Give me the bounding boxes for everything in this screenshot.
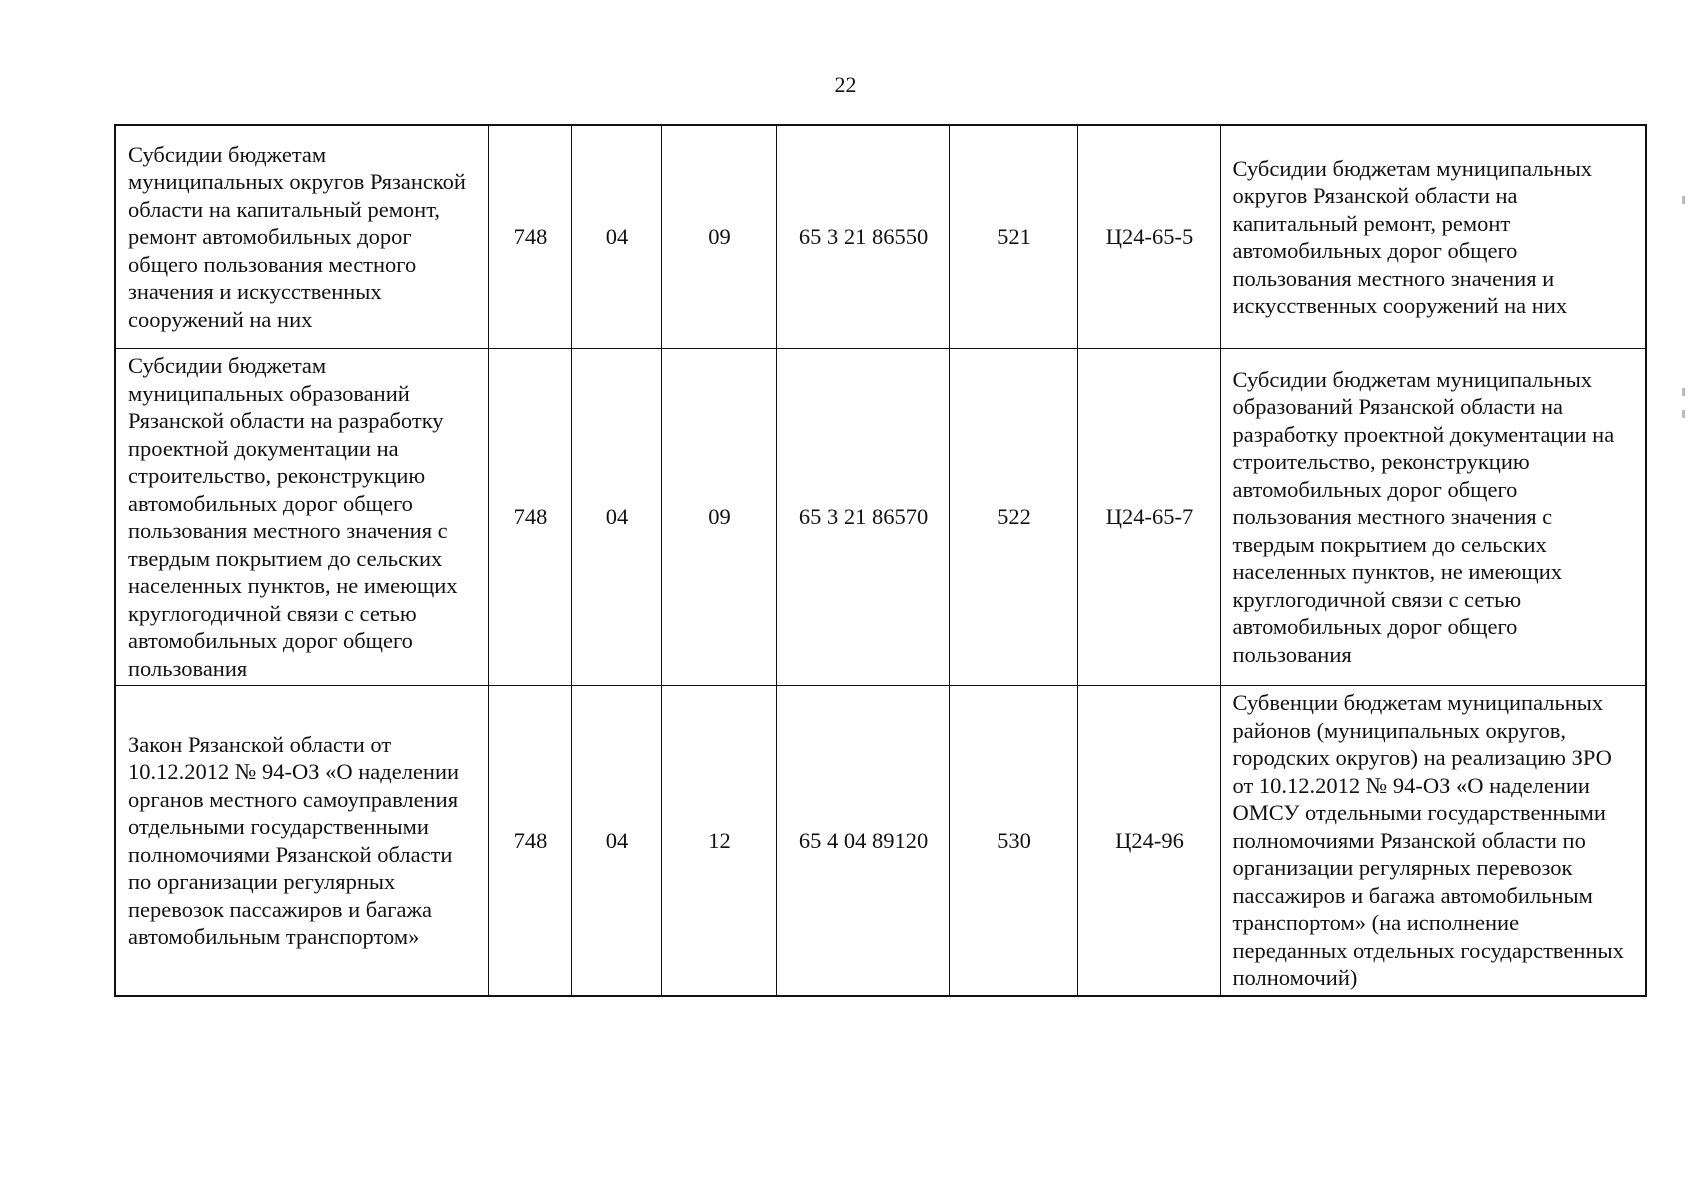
target-article-cell: 65 4 04 89120 — [776, 686, 949, 997]
table-row — [115, 349, 1646, 686]
row-description: Субсидии бюджетам муниципальных образований Рязанской области на разработку проектной документации на строительство, реконструкцию автомобильных дорог общего пользования местного значения с твердым покрытием до сельских населенных пунктов, не имеющих круглогодичной связи с сетью автомобильных дорог общего пользования — [115, 349, 488, 686]
scan-mark — [1682, 410, 1685, 418]
expense-type-cell: 522 — [949, 349, 1077, 686]
target-article-cell: 65 3 21 86550 — [776, 125, 949, 349]
gov-code-cell: 748 — [488, 686, 571, 997]
subsection-cell: 12 — [661, 686, 776, 997]
row-description: Субсидии бюджетам муниципальных округов Рязанской области на капитальный ремонт, ремонт автомобильных дорог общего пользования местного значения и искусственных сооружений на них — [115, 125, 488, 349]
expense-type-cell: 521 — [949, 125, 1077, 349]
subsection-cell: 09 — [661, 125, 776, 349]
gov-code-cell: 748 — [488, 125, 571, 349]
page-number: 22 — [834, 72, 857, 97]
budget-table — [114, 124, 1647, 997]
purpose-name-cell: Субвенции бюджетам муниципальных районов (муниципальных округов, городских округов) на реализацию ЗРО от 10.12.2012 № 94-ОЗ «О наделении ОМСУ отдельными государственными полномочиями Рязанской области по организации регулярных перевозок пассажиров и багажа автомобильным транспортом» (на исполнение переданных отдельных государственных полномочий) — [1220, 686, 1646, 997]
purpose-name-cell: Субсидии бюджетам муниципальных образований Рязанской области на разработку проектной документации на строительство, реконструкцию автомобильных дорог общего пользования местного значения с твердым покрытием до сельских населенных пунктов, не имеющих круглогодичной связи с сетью автомобильных дорог общего пользования — [1220, 349, 1646, 686]
subsection-cell: 09 — [661, 349, 776, 686]
purpose-code-cell: Ц24-65-5 — [1077, 125, 1220, 349]
section-cell: 04 — [571, 349, 661, 686]
purpose-name-cell: Субсидии бюджетам муниципальных округов Рязанской области на капитальный ремонт, ремонт автомобильных дорог общего пользования местного значения и искусственных сооружений на них — [1220, 125, 1646, 349]
purpose-code-cell: Ц24-65-7 — [1077, 349, 1220, 686]
scan-mark — [1682, 388, 1685, 396]
scan-mark — [1682, 196, 1685, 204]
section-cell: 04 — [571, 125, 661, 349]
target-article-cell: 65 3 21 86570 — [776, 349, 949, 686]
purpose-code-cell: Ц24-96 — [1077, 686, 1220, 997]
row-description: Закон Рязанской области от 10.12.2012 № 94-ОЗ «О наделении органов местного самоуправления отдельными государственными полномочиями Рязанской области по организации регулярных перевозок пассажиров и багажа автомобильным транспортом» — [115, 686, 488, 997]
table-row — [115, 686, 1646, 997]
gov-code-cell: 748 — [488, 349, 571, 686]
table-row — [115, 125, 1646, 349]
section-cell: 04 — [571, 686, 661, 997]
expense-type-cell: 530 — [949, 686, 1077, 997]
